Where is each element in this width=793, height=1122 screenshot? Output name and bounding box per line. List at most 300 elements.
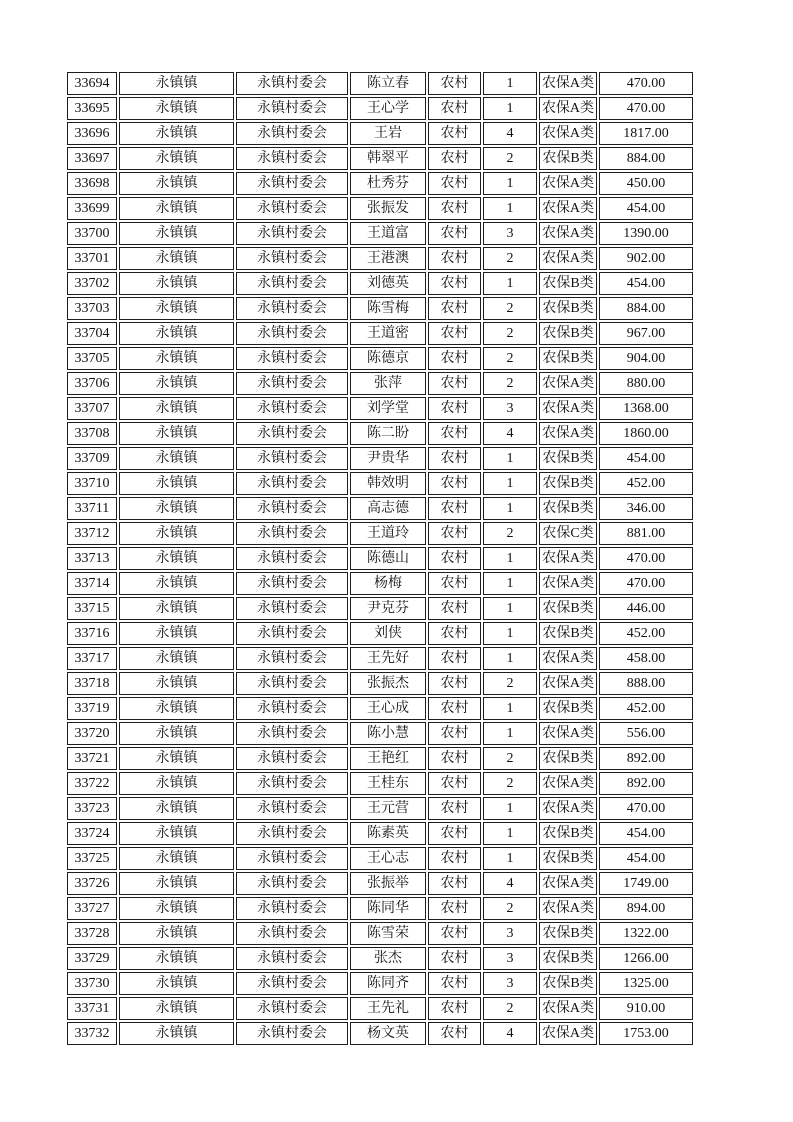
cell-insurance-category: 农保B类 [539, 447, 597, 470]
cell-town: 永镇镇 [119, 547, 234, 570]
cell-member-count: 2 [483, 247, 537, 270]
cell-village-committee: 永镇村委会 [236, 72, 348, 95]
cell-town: 永镇镇 [119, 597, 234, 620]
cell-person-name: 刘德英 [350, 272, 426, 295]
cell-member-count: 1 [483, 847, 537, 870]
cell-residence-type: 农村 [428, 647, 481, 670]
cell-amount: 346.00 [599, 497, 693, 520]
cell-insurance-category: 农保B类 [539, 847, 597, 870]
cell-person-name: 陈素英 [350, 822, 426, 845]
cell-residence-type: 农村 [428, 872, 481, 895]
cell-amount: 454.00 [599, 847, 693, 870]
cell-person-name: 王道富 [350, 222, 426, 245]
cell-insurance-category: 农保A类 [539, 997, 597, 1020]
cell-village-committee: 永镇村委会 [236, 147, 348, 170]
cell-member-count: 4 [483, 122, 537, 145]
cell-insurance-category: 农保A类 [539, 372, 597, 395]
cell-insurance-category: 农保B类 [539, 822, 597, 845]
cell-town: 永镇镇 [119, 1022, 234, 1045]
cell-amount: 1390.00 [599, 222, 693, 245]
cell-amount: 894.00 [599, 897, 693, 920]
cell-record-id: 33726 [67, 872, 117, 895]
cell-insurance-category: 农保B类 [539, 147, 597, 170]
cell-residence-type: 农村 [428, 597, 481, 620]
cell-residence-type: 农村 [428, 722, 481, 745]
cell-town: 永镇镇 [119, 97, 234, 120]
cell-insurance-category: 农保A类 [539, 97, 597, 120]
cell-member-count: 2 [483, 347, 537, 370]
cell-record-id: 33723 [67, 797, 117, 820]
cell-person-name: 王桂东 [350, 772, 426, 795]
cell-insurance-category: 农保B类 [539, 497, 597, 520]
cell-insurance-category: 农保A类 [539, 72, 597, 95]
cell-record-id: 33709 [67, 447, 117, 470]
cell-amount: 470.00 [599, 547, 693, 570]
cell-person-name: 陈同华 [350, 897, 426, 920]
cell-record-id: 33705 [67, 347, 117, 370]
cell-person-name: 陈雪荣 [350, 922, 426, 945]
cell-town: 永镇镇 [119, 472, 234, 495]
cell-residence-type: 农村 [428, 922, 481, 945]
table-row [67, 1022, 693, 1045]
cell-residence-type: 农村 [428, 222, 481, 245]
cell-village-committee: 永镇村委会 [236, 847, 348, 870]
cell-town: 永镇镇 [119, 197, 234, 220]
cell-record-id: 33714 [67, 572, 117, 595]
table-row [67, 347, 693, 370]
cell-village-committee: 永镇村委会 [236, 997, 348, 1020]
cell-residence-type: 农村 [428, 122, 481, 145]
cell-town: 永镇镇 [119, 797, 234, 820]
cell-residence-type: 农村 [428, 72, 481, 95]
cell-amount: 454.00 [599, 447, 693, 470]
cell-person-name: 陈立春 [350, 72, 426, 95]
cell-residence-type: 农村 [428, 172, 481, 195]
cell-residence-type: 农村 [428, 497, 481, 520]
cell-person-name: 王港澳 [350, 247, 426, 270]
cell-member-count: 3 [483, 222, 537, 245]
table-row [67, 172, 693, 195]
cell-member-count: 4 [483, 872, 537, 895]
cell-amount: 904.00 [599, 347, 693, 370]
cell-town: 永镇镇 [119, 722, 234, 745]
cell-member-count: 1 [483, 97, 537, 120]
table-row [67, 897, 693, 920]
cell-record-id: 33722 [67, 772, 117, 795]
cell-amount: 884.00 [599, 297, 693, 320]
table-row [67, 747, 693, 770]
cell-town: 永镇镇 [119, 447, 234, 470]
cell-person-name: 张杰 [350, 947, 426, 970]
cell-record-id: 33703 [67, 297, 117, 320]
cell-record-id: 33710 [67, 472, 117, 495]
cell-village-committee: 永镇村委会 [236, 572, 348, 595]
cell-amount: 470.00 [599, 572, 693, 595]
cell-amount: 458.00 [599, 647, 693, 670]
cell-insurance-category: 农保A类 [539, 647, 597, 670]
cell-member-count: 1 [483, 497, 537, 520]
cell-residence-type: 农村 [428, 572, 481, 595]
table-row [67, 122, 693, 145]
table-row [67, 72, 693, 95]
cell-town: 永镇镇 [119, 947, 234, 970]
cell-town: 永镇镇 [119, 247, 234, 270]
cell-person-name: 张振发 [350, 197, 426, 220]
cell-amount: 967.00 [599, 322, 693, 345]
cell-residence-type: 农村 [428, 622, 481, 645]
cell-town: 永镇镇 [119, 172, 234, 195]
cell-person-name: 王心志 [350, 847, 426, 870]
cell-amount: 880.00 [599, 372, 693, 395]
cell-amount: 450.00 [599, 172, 693, 195]
cell-amount: 470.00 [599, 72, 693, 95]
cell-amount: 454.00 [599, 272, 693, 295]
table-row [67, 822, 693, 845]
cell-amount: 1817.00 [599, 122, 693, 145]
cell-insurance-category: 农保A类 [539, 872, 597, 895]
cell-village-committee: 永镇村委会 [236, 947, 348, 970]
cell-member-count: 1 [483, 197, 537, 220]
cell-residence-type: 农村 [428, 397, 481, 420]
cell-member-count: 3 [483, 922, 537, 945]
table-row [67, 922, 693, 945]
cell-village-committee: 永镇村委会 [236, 497, 348, 520]
cell-person-name: 杨文英 [350, 1022, 426, 1045]
cell-person-name: 张振杰 [350, 672, 426, 695]
cell-residence-type: 农村 [428, 797, 481, 820]
cell-town: 永镇镇 [119, 347, 234, 370]
cell-village-committee: 永镇村委会 [236, 122, 348, 145]
cell-insurance-category: 农保A类 [539, 897, 597, 920]
cell-residence-type: 农村 [428, 847, 481, 870]
cell-town: 永镇镇 [119, 822, 234, 845]
cell-town: 永镇镇 [119, 72, 234, 95]
cell-person-name: 王艳红 [350, 747, 426, 770]
cell-person-name: 陈德山 [350, 547, 426, 570]
cell-village-committee: 永镇村委会 [236, 272, 348, 295]
cell-village-committee: 永镇村委会 [236, 872, 348, 895]
table-row [67, 772, 693, 795]
cell-residence-type: 农村 [428, 372, 481, 395]
cell-amount: 470.00 [599, 797, 693, 820]
cell-amount: 888.00 [599, 672, 693, 695]
cell-record-id: 33702 [67, 272, 117, 295]
cell-town: 永镇镇 [119, 872, 234, 895]
cell-town: 永镇镇 [119, 497, 234, 520]
cell-person-name: 陈德京 [350, 347, 426, 370]
table-body [67, 72, 693, 1045]
cell-town: 永镇镇 [119, 397, 234, 420]
cell-amount: 556.00 [599, 722, 693, 745]
cell-amount: 892.00 [599, 772, 693, 795]
cell-town: 永镇镇 [119, 747, 234, 770]
cell-amount: 452.00 [599, 472, 693, 495]
cell-village-committee: 永镇村委会 [236, 97, 348, 120]
cell-record-id: 33730 [67, 972, 117, 995]
cell-member-count: 2 [483, 997, 537, 1020]
cell-amount: 902.00 [599, 247, 693, 270]
cell-residence-type: 农村 [428, 1022, 481, 1045]
cell-town: 永镇镇 [119, 922, 234, 945]
cell-village-committee: 永镇村委会 [236, 472, 348, 495]
cell-record-id: 33699 [67, 197, 117, 220]
table-row [67, 972, 693, 995]
cell-village-committee: 永镇村委会 [236, 197, 348, 220]
cell-record-id: 33731 [67, 997, 117, 1020]
cell-member-count: 4 [483, 422, 537, 445]
cell-amount: 1325.00 [599, 972, 693, 995]
table-row [67, 572, 693, 595]
cell-person-name: 张萍 [350, 372, 426, 395]
cell-record-id: 33729 [67, 947, 117, 970]
cell-amount: 910.00 [599, 997, 693, 1020]
cell-record-id: 33721 [67, 747, 117, 770]
cell-record-id: 33708 [67, 422, 117, 445]
cell-person-name: 刘学堂 [350, 397, 426, 420]
cell-village-committee: 永镇村委会 [236, 347, 348, 370]
table-row [67, 597, 693, 620]
cell-member-count: 2 [483, 147, 537, 170]
cell-record-id: 33727 [67, 897, 117, 920]
cell-record-id: 33707 [67, 397, 117, 420]
cell-town: 永镇镇 [119, 297, 234, 320]
cell-village-committee: 永镇村委会 [236, 172, 348, 195]
cell-person-name: 王先好 [350, 647, 426, 670]
cell-member-count: 1 [483, 822, 537, 845]
cell-town: 永镇镇 [119, 122, 234, 145]
cell-record-id: 33728 [67, 922, 117, 945]
cell-residence-type: 农村 [428, 272, 481, 295]
table-row [67, 197, 693, 220]
cell-record-id: 33717 [67, 647, 117, 670]
cell-record-id: 33711 [67, 497, 117, 520]
cell-village-committee: 永镇村委会 [236, 822, 348, 845]
cell-residence-type: 农村 [428, 322, 481, 345]
cell-member-count: 2 [483, 747, 537, 770]
cell-insurance-category: 农保A类 [539, 397, 597, 420]
cell-insurance-category: 农保C类 [539, 522, 597, 545]
cell-town: 永镇镇 [119, 997, 234, 1020]
cell-village-committee: 永镇村委会 [236, 722, 348, 745]
cell-member-count: 1 [483, 722, 537, 745]
cell-member-count: 2 [483, 372, 537, 395]
benefit-roster-table [65, 70, 695, 1047]
cell-amount: 454.00 [599, 822, 693, 845]
cell-person-name: 杜秀芬 [350, 172, 426, 195]
cell-amount: 884.00 [599, 147, 693, 170]
cell-amount: 470.00 [599, 97, 693, 120]
cell-town: 永镇镇 [119, 322, 234, 345]
cell-insurance-category: 农保A类 [539, 222, 597, 245]
cell-village-committee: 永镇村委会 [236, 697, 348, 720]
table-row [67, 672, 693, 695]
cell-record-id: 33718 [67, 672, 117, 695]
cell-amount: 446.00 [599, 597, 693, 620]
cell-member-count: 2 [483, 672, 537, 695]
table-row [67, 722, 693, 745]
cell-insurance-category: 农保A类 [539, 672, 597, 695]
cell-person-name: 陈小慧 [350, 722, 426, 745]
cell-member-count: 1 [483, 622, 537, 645]
cell-village-committee: 永镇村委会 [236, 522, 348, 545]
cell-member-count: 1 [483, 72, 537, 95]
table-row [67, 647, 693, 670]
cell-residence-type: 农村 [428, 997, 481, 1020]
cell-record-id: 33700 [67, 222, 117, 245]
cell-town: 永镇镇 [119, 897, 234, 920]
cell-person-name: 尹贵华 [350, 447, 426, 470]
table-row [67, 997, 693, 1020]
cell-member-count: 1 [483, 272, 537, 295]
table-row [67, 697, 693, 720]
cell-insurance-category: 农保B类 [539, 622, 597, 645]
cell-insurance-category: 农保B类 [539, 472, 597, 495]
cell-member-count: 1 [483, 647, 537, 670]
cell-person-name: 杨梅 [350, 572, 426, 595]
cell-record-id: 33697 [67, 147, 117, 170]
table-row [67, 272, 693, 295]
cell-record-id: 33715 [67, 597, 117, 620]
cell-town: 永镇镇 [119, 772, 234, 795]
cell-village-committee: 永镇村委会 [236, 747, 348, 770]
cell-record-id: 33732 [67, 1022, 117, 1045]
cell-insurance-category: 农保A类 [539, 172, 597, 195]
cell-member-count: 1 [483, 547, 537, 570]
cell-member-count: 2 [483, 897, 537, 920]
cell-village-committee: 永镇村委会 [236, 672, 348, 695]
cell-record-id: 33695 [67, 97, 117, 120]
cell-person-name: 陈二盼 [350, 422, 426, 445]
table-row [67, 472, 693, 495]
cell-village-committee: 永镇村委会 [236, 247, 348, 270]
cell-village-committee: 永镇村委会 [236, 397, 348, 420]
table-row [67, 947, 693, 970]
table-row [67, 372, 693, 395]
cell-record-id: 33696 [67, 122, 117, 145]
cell-village-committee: 永镇村委会 [236, 1022, 348, 1045]
cell-town: 永镇镇 [119, 972, 234, 995]
cell-member-count: 2 [483, 322, 537, 345]
cell-village-committee: 永镇村委会 [236, 222, 348, 245]
cell-person-name: 王岩 [350, 122, 426, 145]
cell-person-name: 张振举 [350, 872, 426, 895]
cell-insurance-category: 农保B类 [539, 322, 597, 345]
cell-town: 永镇镇 [119, 672, 234, 695]
cell-village-committee: 永镇村委会 [236, 897, 348, 920]
cell-amount: 454.00 [599, 197, 693, 220]
cell-residence-type: 农村 [428, 947, 481, 970]
cell-town: 永镇镇 [119, 222, 234, 245]
cell-insurance-category: 农保A类 [539, 722, 597, 745]
cell-insurance-category: 农保B类 [539, 347, 597, 370]
table-row [67, 247, 693, 270]
cell-amount: 1266.00 [599, 947, 693, 970]
cell-town: 永镇镇 [119, 697, 234, 720]
table-row [67, 422, 693, 445]
cell-amount: 1860.00 [599, 422, 693, 445]
cell-town: 永镇镇 [119, 147, 234, 170]
cell-insurance-category: 农保A类 [539, 547, 597, 570]
cell-member-count: 3 [483, 972, 537, 995]
cell-person-name: 韩效明 [350, 472, 426, 495]
cell-village-committee: 永镇村委会 [236, 372, 348, 395]
table-row [67, 222, 693, 245]
cell-insurance-category: 农保B类 [539, 972, 597, 995]
cell-residence-type: 农村 [428, 547, 481, 570]
cell-person-name: 韩翠平 [350, 147, 426, 170]
cell-person-name: 王心成 [350, 697, 426, 720]
cell-insurance-category: 农保A类 [539, 797, 597, 820]
cell-village-committee: 永镇村委会 [236, 922, 348, 945]
cell-insurance-category: 农保A类 [539, 772, 597, 795]
cell-person-name: 王心学 [350, 97, 426, 120]
cell-member-count: 4 [483, 1022, 537, 1045]
cell-town: 永镇镇 [119, 622, 234, 645]
cell-town: 永镇镇 [119, 422, 234, 445]
cell-member-count: 2 [483, 522, 537, 545]
cell-village-committee: 永镇村委会 [236, 322, 348, 345]
cell-record-id: 33698 [67, 172, 117, 195]
cell-person-name: 尹克芬 [350, 597, 426, 620]
cell-village-committee: 永镇村委会 [236, 447, 348, 470]
cell-insurance-category: 农保B类 [539, 747, 597, 770]
cell-person-name: 陈同齐 [350, 972, 426, 995]
cell-insurance-category: 农保A类 [539, 572, 597, 595]
cell-residence-type: 农村 [428, 472, 481, 495]
cell-insurance-category: 农保B类 [539, 297, 597, 320]
cell-village-committee: 永镇村委会 [236, 622, 348, 645]
cell-insurance-category: 农保B类 [539, 697, 597, 720]
cell-village-committee: 永镇村委会 [236, 797, 348, 820]
cell-residence-type: 农村 [428, 972, 481, 995]
cell-member-count: 1 [483, 447, 537, 470]
cell-insurance-category: 农保B类 [539, 272, 597, 295]
cell-record-id: 33713 [67, 547, 117, 570]
cell-member-count: 1 [483, 572, 537, 595]
cell-residence-type: 农村 [428, 697, 481, 720]
cell-amount: 1322.00 [599, 922, 693, 945]
cell-person-name: 王道玲 [350, 522, 426, 545]
cell-member-count: 3 [483, 397, 537, 420]
table-row [67, 297, 693, 320]
cell-residence-type: 农村 [428, 772, 481, 795]
cell-town: 永镇镇 [119, 647, 234, 670]
cell-member-count: 1 [483, 172, 537, 195]
cell-residence-type: 农村 [428, 422, 481, 445]
cell-person-name: 高志德 [350, 497, 426, 520]
cell-record-id: 33701 [67, 247, 117, 270]
cell-record-id: 33725 [67, 847, 117, 870]
cell-residence-type: 农村 [428, 522, 481, 545]
cell-member-count: 1 [483, 597, 537, 620]
cell-residence-type: 农村 [428, 247, 481, 270]
cell-town: 永镇镇 [119, 522, 234, 545]
cell-residence-type: 农村 [428, 822, 481, 845]
cell-town: 永镇镇 [119, 572, 234, 595]
cell-village-committee: 永镇村委会 [236, 772, 348, 795]
cell-residence-type: 农村 [428, 672, 481, 695]
cell-insurance-category: 农保A类 [539, 197, 597, 220]
cell-person-name: 陈雪梅 [350, 297, 426, 320]
cell-amount: 452.00 [599, 697, 693, 720]
cell-member-count: 1 [483, 472, 537, 495]
cell-insurance-category: 农保A类 [539, 247, 597, 270]
cell-record-id: 33704 [67, 322, 117, 345]
cell-insurance-category: 农保A类 [539, 422, 597, 445]
table-row [67, 147, 693, 170]
cell-insurance-category: 农保B类 [539, 922, 597, 945]
table-row [67, 622, 693, 645]
